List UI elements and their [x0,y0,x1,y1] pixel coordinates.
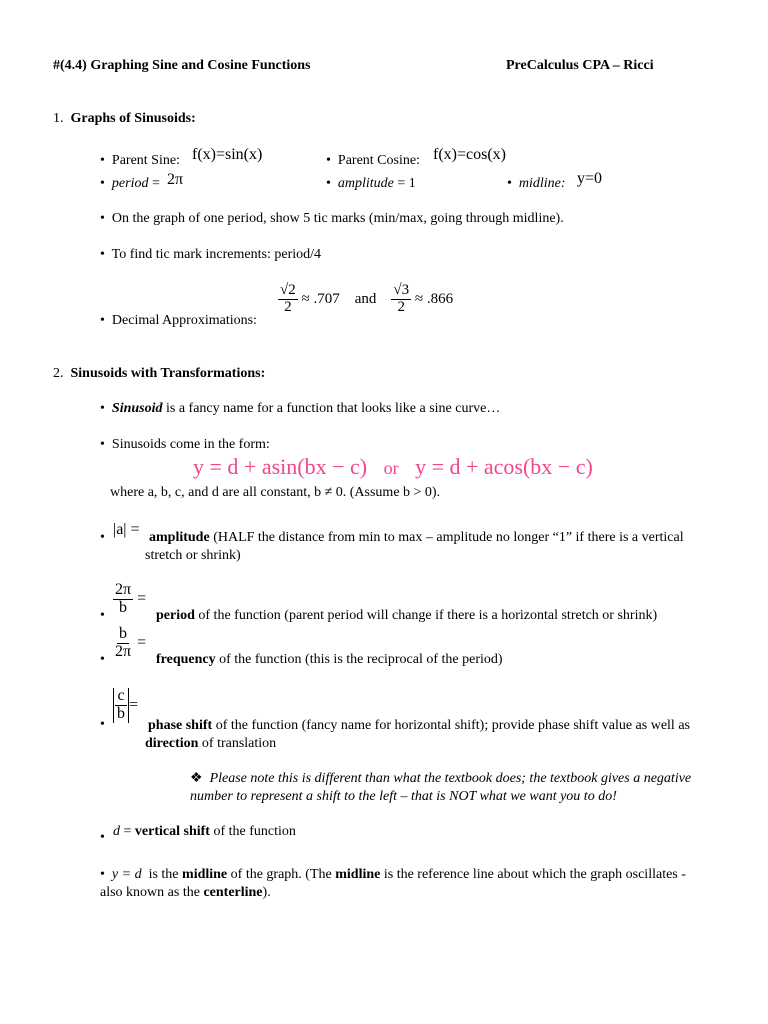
midline-description: • y = d is the midline of the graph. (The midline is the reference line about which the graph oscillates - also known as the centerline). [100,867,686,900]
parent-sine-item: • Parent Sine: [100,153,180,168]
period-description: period of the function (parent period will change if there is a horizontal stretch or shrink) [156,608,658,623]
constants-note: where a, b, c, and d are all constant, b ≠ 0. (Assume b > 0). [110,485,441,500]
parent-sine-formula: f(x)=sin(x) [192,146,263,163]
course-label: PreCalculus CPA – Ricci [506,58,654,73]
decimal-approx-label: • Decimal Approximations: [100,313,257,328]
b-over-two-pi: $\frac{b}{2\pi}$ = [115,625,147,660]
sinusoid-definition: • Sinusoid is a fancy name for a function that looks like a sine curve… [100,401,501,416]
abs-c-over-b: $\frac{c}{b}$ = [113,688,138,723]
vertical-shift-description: d = vertical shift of the function [113,824,296,839]
parent-cosine-formula: f(x)=cos(x) [433,146,506,163]
two-pi-over-b: $\frac{2\pi}{b}$ = [115,581,147,616]
phase-bullet: • [100,717,105,732]
sinusoid-forms: y = d + asin(bx − c) or y = d + acos(bx − c) [193,454,593,479]
midline-value: y=0 [577,170,603,187]
period-value: 2π [167,171,184,188]
decimal-approx-formulas: $\frac{√2}{2}$ ≈ .707 and $\frac{√3}{2}$ ≈ .866 [280,282,454,315]
sqrt3-over-2: $\frac{√3}{2}$ [393,282,410,315]
diamond-bullet-icon: ❖ [190,771,203,786]
sqrt2-over-2: $\frac{√2}{2}$ [280,282,296,315]
form-intro: • Sinusoids come in the form: [100,437,270,452]
section-2-heading: 2. Sinusoids with Transformations: [53,366,266,381]
amplitude-bullet: • [100,530,105,545]
amplitude-item: • amplitude = 1 [326,176,416,191]
period-item: • period = [100,176,160,191]
amplitude-description: amplitude (HALF the distance from min to max – amplitude no longer “1” if there is a vertical stretch or shrink) [145,530,684,563]
abs-a-formula: |a| = [113,521,140,538]
period-bullet: • [100,608,105,623]
frequency-description: frequency of the function (this is the reciprocal of the period) [156,652,503,667]
tic-increment-note: • To find tic mark increments: period/4 [100,247,322,262]
section-1-heading: 1. Graphs of Sinusoids: [53,111,196,126]
parent-cosine-item: • Parent Cosine: [326,153,420,168]
tic-marks-note: • On the graph of one period, show 5 tic marks (min/max, going through midline). [100,211,564,226]
page-title: #(4.4) Graphing Sine and Cosine Functions [53,58,311,73]
phase-description: phase shift of the function (fancy name for horizontal shift); provide phase shift value as well as direction of translation [145,718,690,751]
textbook-note: ❖ Please note this is different than what the textbook does; the textbook gives a negative number to represent a shift to the left – that is NOT what we want you to do! [190,771,692,804]
midline-item: • midline: [507,176,566,191]
frequency-bullet: • [100,652,105,667]
vertical-shift-bullet: • [100,830,105,845]
